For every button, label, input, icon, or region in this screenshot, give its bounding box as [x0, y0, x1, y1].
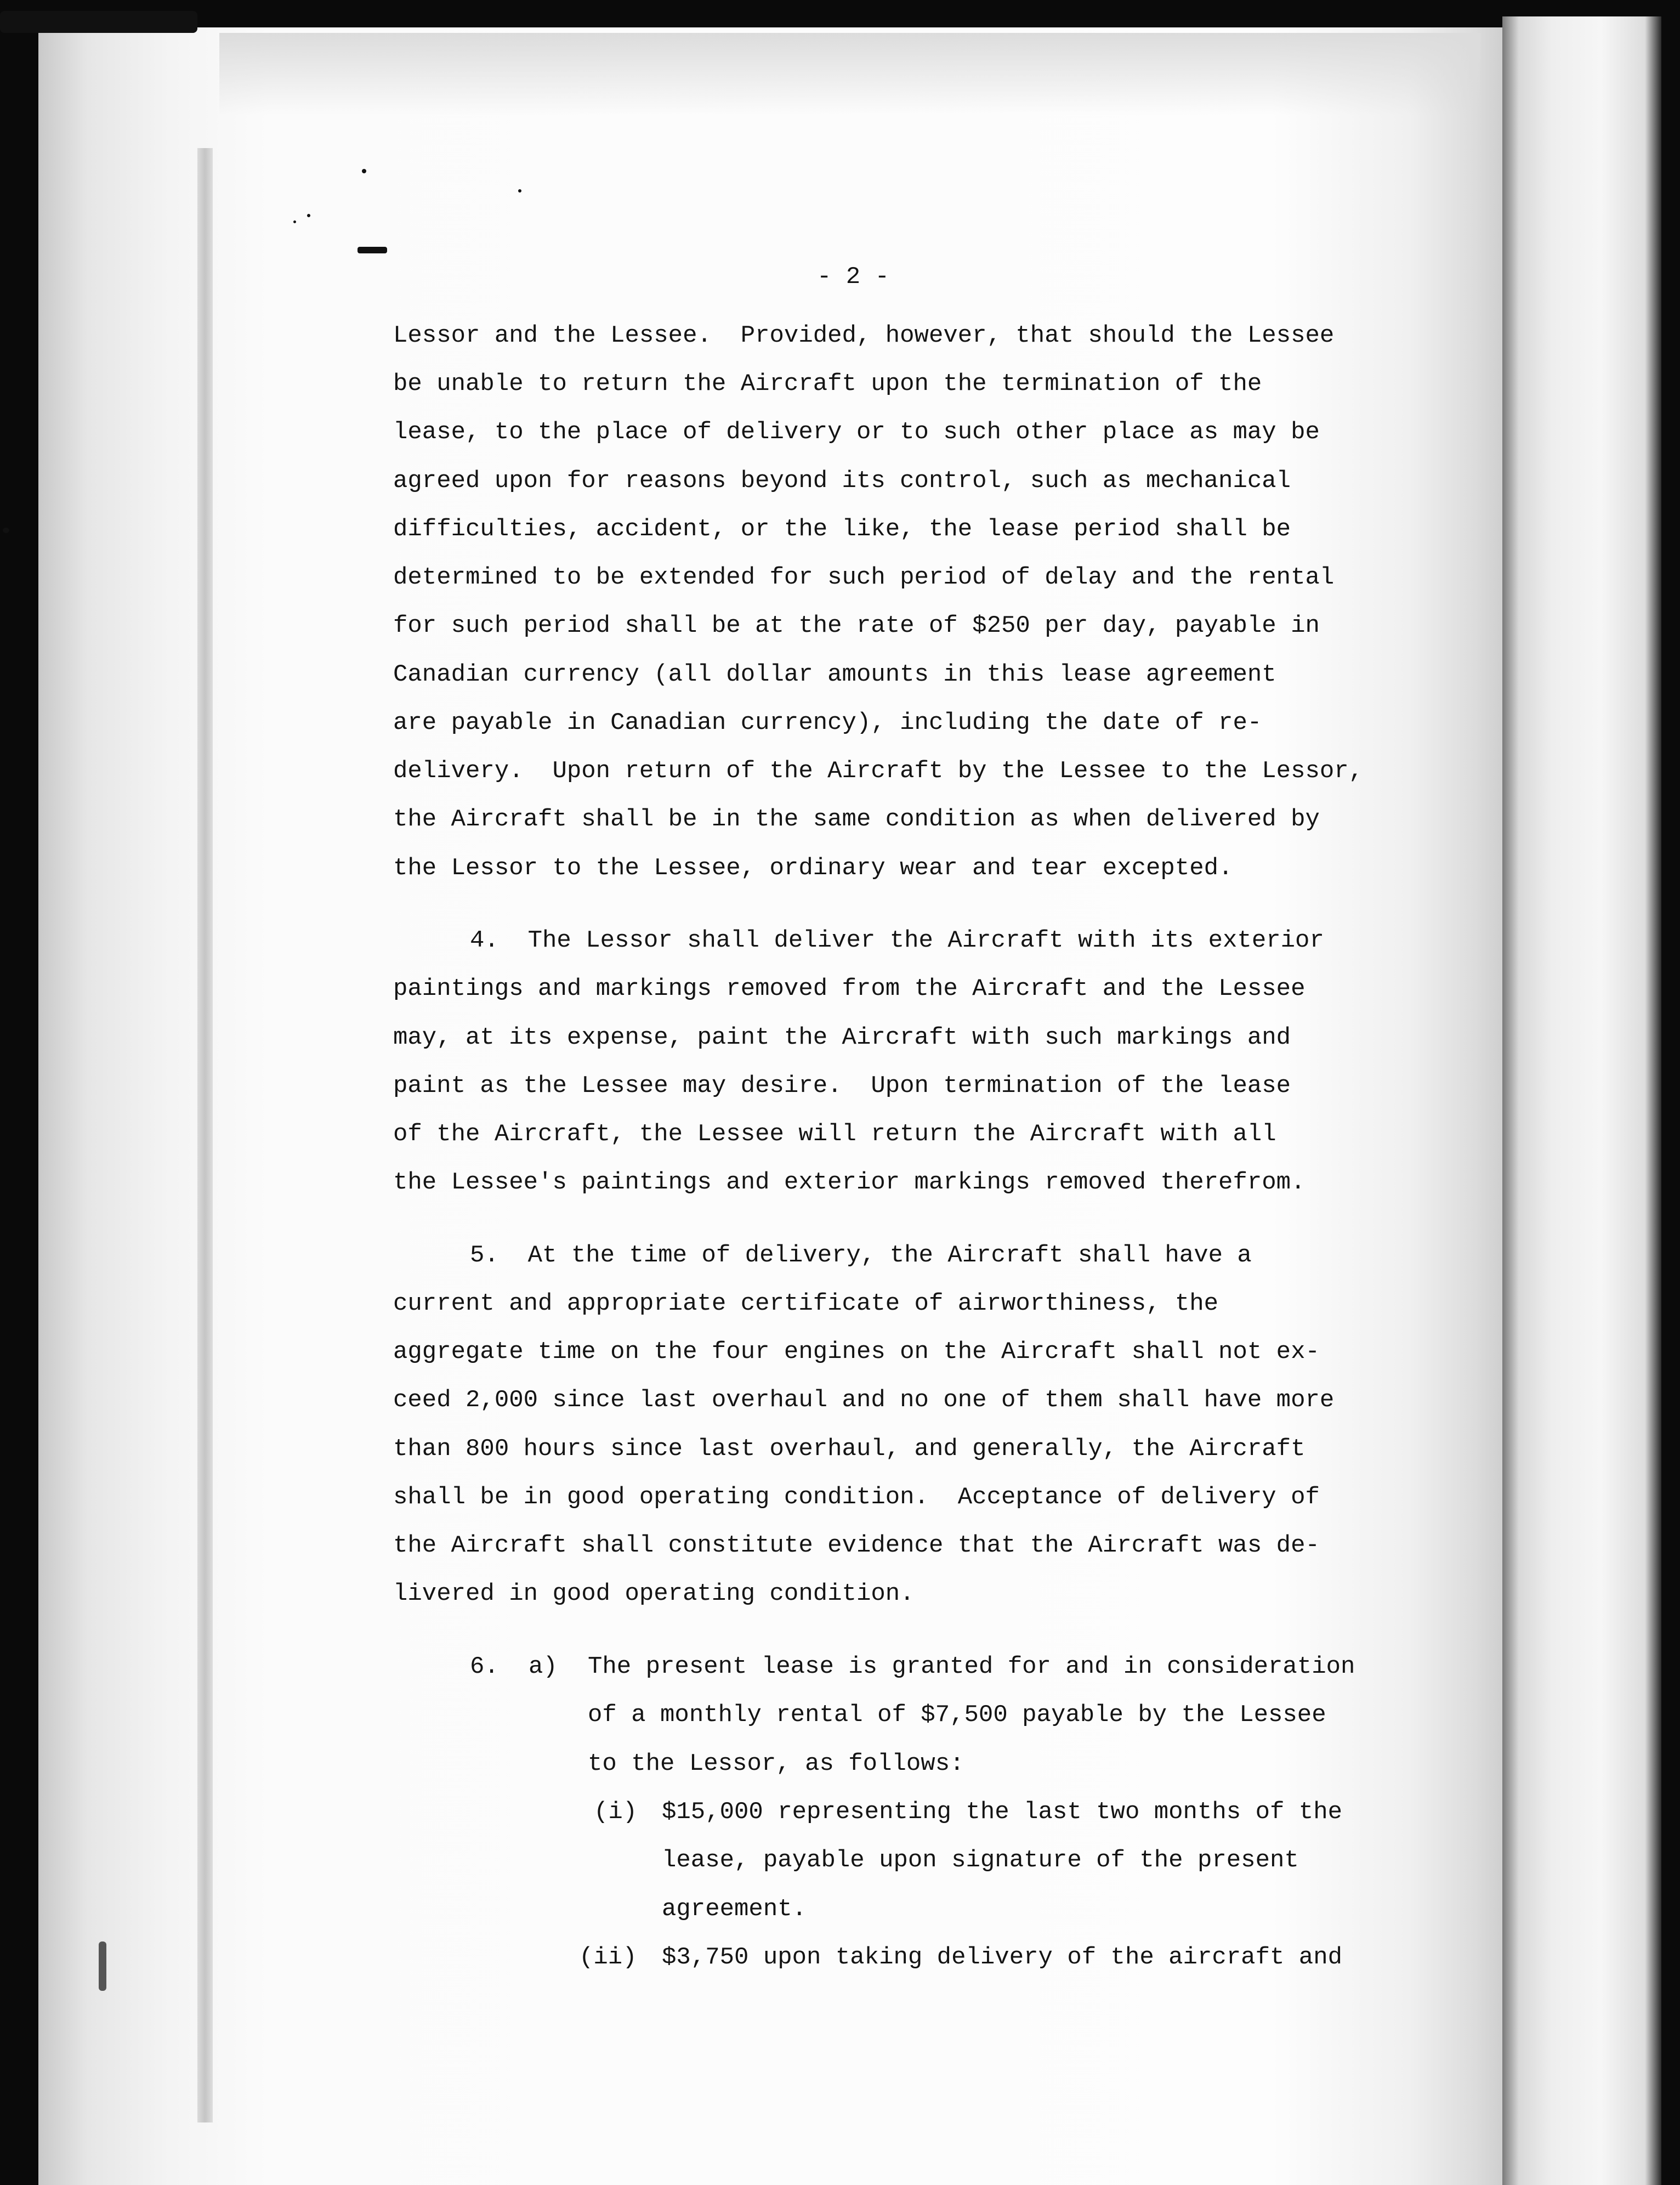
item-label: (ii): [579, 1944, 637, 1971]
text-line: paintings and markings removed from the Aircraft and the Lessee: [393, 975, 1306, 1003]
text-line: the Lessee's paintings and exterior markings removed therefrom.: [393, 1169, 1306, 1196]
text-line: $3,750 upon taking delivery of the aircraft and: [662, 1944, 1343, 1971]
text-line: The present lease is granted for and in consideration: [588, 1653, 1355, 1680]
text-line: Lessor and the Lessee. Provided, however, that should the Lessee: [393, 322, 1335, 349]
text-line: to the Lessor, as follows:: [588, 1750, 964, 1778]
text-line: paint as the Lessee may desire. Upon termination of the lease: [393, 1072, 1291, 1100]
text-line: for such period shall be at the rate of $250 per day, payable in: [393, 612, 1320, 639]
text-line: $15,000 representing the last two months of the: [662, 1798, 1343, 1826]
page-number: - 2 -: [817, 263, 890, 291]
text-line: shall be in good operating condition. Acceptance of delivery of: [393, 1484, 1320, 1511]
text-line: agreement.: [662, 1895, 807, 1923]
text-line: ceed 2,000 since last overhaul and no one of them shall have more: [393, 1386, 1335, 1414]
text-line: may, at its expense, paint the Aircraft with such markings and: [393, 1024, 1291, 1051]
text-line: Canadian currency (all dollar amounts in this lease agreement: [393, 661, 1276, 688]
text-line: current and appropriate certificate of airworthiness, the: [393, 1290, 1219, 1317]
text-line: are payable in Canadian currency), including the date of re-: [393, 709, 1262, 737]
text-line: difficulties, accident, or the like, the lease period shall be: [393, 516, 1291, 543]
text-line: agreed upon for reasons beyond its control, such as mechanical: [393, 467, 1291, 495]
text-line: be unable to return the Aircraft upon the termination of the: [393, 370, 1262, 398]
text-line: the Lessor to the Lessee, ordinary wear and tear excepted.: [393, 854, 1233, 882]
text-line: lease, to the place of delivery or to such other place as may be: [393, 418, 1320, 446]
text-line: delivery. Upon return of the Aircraft by the Lessee to the Lessor,: [393, 757, 1364, 785]
text-line: of the Aircraft, the Lessee will return the Aircraft with all: [393, 1120, 1276, 1148]
text-line: 4. The Lessor shall deliver the Aircraft with its exterior: [470, 927, 1324, 954]
clause-label: a): [529, 1653, 558, 1680]
text-line: determined to be extended for such period of delay and the rental: [393, 564, 1335, 591]
text-line: the Aircraft shall constitute evidence that the Aircraft was de-: [393, 1532, 1320, 1559]
text-line: the Aircraft shall be in the same condition as when delivered by: [393, 806, 1320, 833]
text-line: than 800 hours since last overhaul, and generally, the Aircraft: [393, 1435, 1306, 1463]
text-line: aggregate time on the four engines on the Aircraft shall not ex-: [393, 1338, 1320, 1366]
text-line: of a monthly rental of $7,500 payable by the Lessee: [588, 1701, 1326, 1729]
text-line: livered in good operating condition.: [393, 1580, 915, 1607]
text-line: 5. At the time of delivery, the Aircraft shall have a: [470, 1242, 1252, 1269]
text-line: lease, payable upon signature of the present: [662, 1847, 1299, 1874]
item-label: (i): [594, 1798, 638, 1826]
paragraph-number: 6.: [470, 1653, 499, 1680]
